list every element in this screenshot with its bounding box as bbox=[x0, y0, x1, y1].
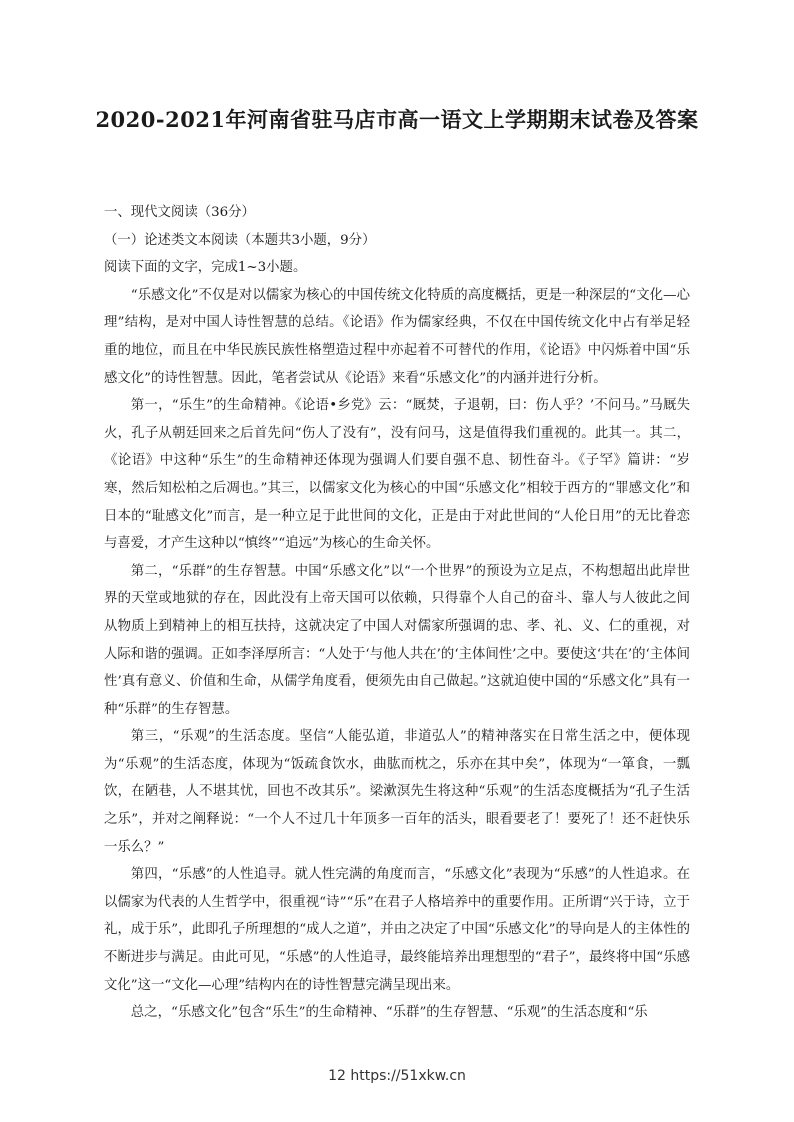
paragraph-point-three: 第三，“乐观”的生活态度。坚信“人能弘道，非道弘人”的精神落实在日常生活之中，便体现为“乐观”的生活态度，体现为“饭疏食饮水，曲肱而枕之，乐亦在其中矣”，体现为“一箪食，一瓢饮，在陋巷，人不堪其忧，回也不改其乐”。梁漱溟先生将这种“乐观”的生活态度概括为“孔子生活之乐”，并对之阐释说：“一个人不过几十年顶多一百年的活头，眼看要老了！要死了！还不赶快乐一乐么？” bbox=[104, 729, 690, 855]
paragraph-intro: “乐感文化”不仅是对以儒家为核心的中国传统文化特质的高度概括，更是一种深层的“文化—心理”结构，是对中国人诗性智慧的总结。《论语》作为儒家经典，不仅在中国传统文化中占有举足轻重的地位，而且在中华民族民族性格塑造过程中亦起着不可替代的作用，《论语》中闪烁着中国“乐感文化”的诗性智慧。因此，笔者尝试从《论语》来看“乐感文化”的内涵并进行分析。 bbox=[104, 287, 690, 386]
reading-instruction: 阅读下面的文字，完成1~3小题。 bbox=[104, 260, 307, 276]
paragraph-point-two: 第二，“乐群”的生存智慧。中国“乐感文化”以“一个世界”的预设为立足点，不构想超出此岸世界的天堂或地狱的存在，因此没有上帝天国可以依赖，只得靠个人自己的奋斗、靠人与人彼此之间从物质上到精神上的相互扶持，这就决定了中国人对儒家所强调的忠、孝、礼、义、仁的重视，对人际和谐的强调。正如李泽厚所言：“人处于‘与他人共在’的‘主体间性’之中。要使这‘共在’的‘主体间性’真有意义、价值和生命，从儒学角度看，便须先由自己做起。”这就迫使中国的“乐感文化”具有一种“乐群”的生存智慧。 bbox=[104, 563, 690, 717]
document-body bbox=[104, 199, 690, 1027]
paragraph-point-four: 第四，“乐感”的人性追寻。就人性完满的角度而言，“乐感文化”表现为“乐感”的人性追求。在以儒家为代表的人生哲学中，很重视“诗”“乐”在君子人格培养中的重要作用。正所谓“兴于诗，立于礼，成于乐”，此即孔子所理想的“成人之道”，并由之决定了中国“乐感文化”的导向是人的主体性的不断进步与满足。由此可见，“乐感”的人性追寻，最终能培养出理想型的“君子”，最终将中国“乐感文化”这一“文化—心理”结构内在的诗性智慧完满呈现出来。 bbox=[104, 867, 690, 993]
document-title: 2020-2021年河南省驻马店市高一语文上学期期末试卷及答案 bbox=[95, 107, 699, 132]
page-footer: 12 https://51xkw.cn bbox=[328, 1068, 466, 1084]
paragraph-conclusion: 总之，“乐感文化”包含“乐生”的生命精神、“乐群”的生存智慧、“乐观”的生活态度和“乐 bbox=[130, 1005, 648, 1021]
subsection-heading: （一）论述类文本阅读（本题共3小题，9分） bbox=[104, 232, 376, 248]
section-heading: 一、现代文阅读（36分） bbox=[104, 205, 255, 220]
paragraph-point-one: 第一，“乐生”的生命精神。《论语•乡党》云：“厩焚，子退朝，曰：伤人乎？’不问马。”马厩失火，孔子从朝廷回来之后首先问“伤人了没有”，没有问马，这是值得我们重视的。此其一。其二，《论语》中这种“乐生”的生命精神还体现为强调人们要自强不息、韧性奋斗。《子罕》篇讲：“岁寒，然后知松柏之后凋也。”其三，以儒家文化为核心的中国“乐感文化”相较于西方的“罪感文化”和日本的“耻感文化”而言，是一种立足于此世间的文化，正是由于对此世间的“人伦日用”的无比眷恋与喜爱，才产生这种以“慎终”“追远”为核心的生命关怀。 bbox=[104, 398, 690, 552]
